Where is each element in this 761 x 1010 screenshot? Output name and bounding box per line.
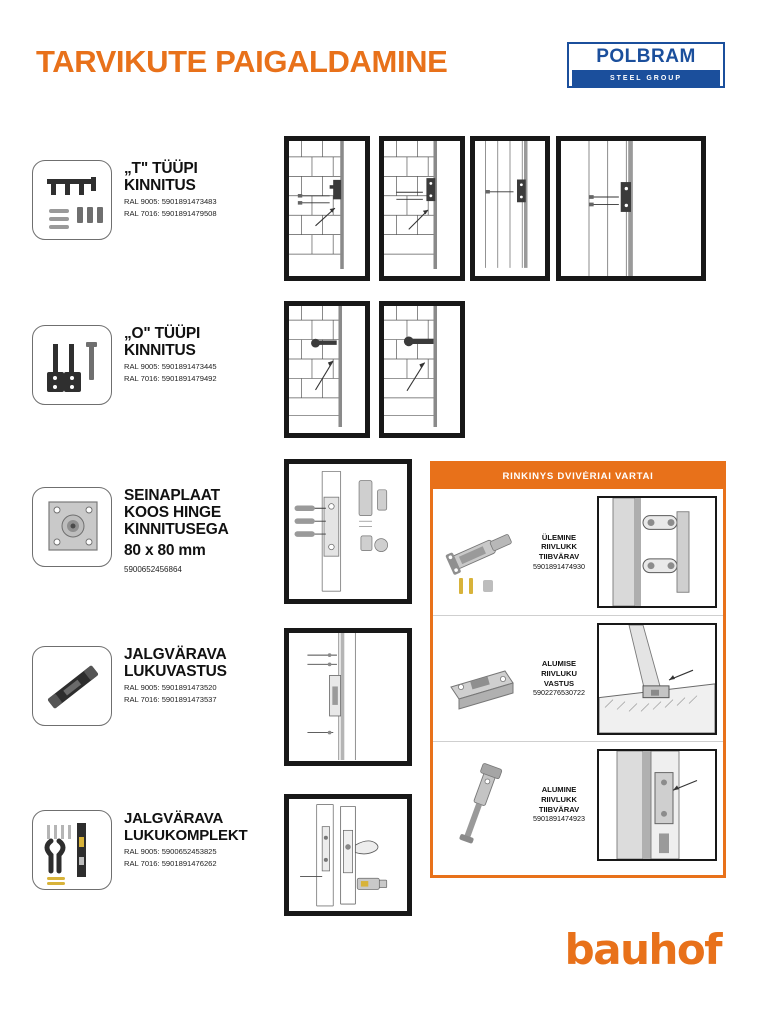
bauhof-logo: bauhof (564, 925, 721, 974)
strike-code-2: RAL 7016: 5901891473537 (124, 695, 217, 705)
bottom-strike-icon (439, 627, 525, 731)
drawing-panel-wallplate (284, 459, 412, 604)
o-type-code-1: RAL 9005: 5901891473445 (124, 362, 217, 371)
drawing-panel-o1 (284, 301, 370, 438)
t-type-code-2: RAL 7016: 5901891479508 (124, 209, 217, 219)
set-label-code: 5901891474930 (533, 561, 585, 571)
set-pic-top-bolt (597, 496, 717, 608)
t-type-name-line2: KINNITUS (124, 177, 196, 194)
o-type-name-line1: „O" TÜÜPI (124, 325, 201, 342)
set-label-code: 5902276530722 (533, 688, 585, 698)
set-row-bottom-strike (433, 615, 723, 741)
o-bracket-icon (32, 325, 112, 405)
strike-text (124, 646, 284, 705)
o-type-code-2: RAL 7016: 5901891479492 (124, 374, 217, 384)
set-pic-bottom-strike (597, 623, 717, 735)
drawing-panel-o2 (379, 301, 465, 438)
set-row-bottom-bolt (433, 741, 723, 867)
drawing-panel-t2 (379, 136, 465, 281)
strike-name-line1: JALGVÄRAVA (124, 646, 227, 663)
polbram-logo-subtitle: STEEL GROUP (572, 70, 720, 86)
t-type-code-1: RAL 9005: 5901891473483 (124, 197, 217, 206)
set-label-line1: ALUMINE (541, 785, 577, 795)
set-label-line3: TIIBVÄRAV (538, 552, 580, 561)
lockset-code-2: RAL 7016: 5901891476262 (124, 859, 217, 869)
strike-plate-icon (32, 646, 112, 726)
set-row-bottom-bolt-label (525, 785, 593, 823)
set-label-line1: ÜLEMINE (541, 532, 577, 542)
set-label-line2: RIIVLUKK (541, 794, 577, 804)
wall-plate-code-1: 5900652456864 (124, 565, 182, 574)
wall-plate-icon (32, 487, 112, 567)
drawing-panel-t3 (470, 136, 550, 281)
set-row-top-bolt-label (525, 533, 593, 571)
o-type-name-line2: KINNITUS (124, 342, 196, 359)
strike-code-1: RAL 9005: 5901891473520 (124, 683, 217, 692)
set-label-line2: RIIVLUKU (541, 668, 577, 678)
page-title: TARVIKUTE PAIGALDAMINE (36, 44, 448, 79)
set-box-title: RINKINYS DVIVĖRIAI VARTAI (433, 464, 723, 489)
double-gate-set-box (430, 461, 726, 878)
wall-plate-name-line4: 80 x 80 mm (124, 542, 206, 559)
set-label-code: 5901891474923 (533, 814, 585, 824)
wall-plate-name-line1: SEINAPLAAT (124, 487, 220, 504)
set-row-top-bolt (433, 489, 723, 615)
wall-plate-name-line2: KOOS HINGE (124, 504, 222, 521)
polbram-logo-wordmark: POLBRAM (596, 46, 696, 67)
top-bolt-lock-icon (439, 500, 525, 604)
lockset-code-1: RAL 9005: 5900652453825 (124, 847, 217, 856)
lock-set-icon (32, 810, 112, 890)
page-header (0, 0, 761, 110)
set-label-line3: TIIBVÄRAV (538, 804, 580, 814)
set-label-line1: ALUMISE (541, 659, 577, 669)
lockset-name-line2: LUKUKOMPLEKT (124, 827, 248, 844)
polbram-logo (567, 42, 725, 88)
lockset-text (124, 810, 284, 869)
bottom-bolt-lock-icon (439, 753, 525, 857)
strike-name-line2: LUKUVASTUS (124, 663, 227, 680)
drawing-panel-t4 (556, 136, 706, 281)
wall-plate-name-line3: KINNITUSEGA (124, 521, 229, 538)
set-pic-bottom-bolt (597, 749, 717, 861)
t-bracket-icon (32, 160, 112, 240)
t-type-name-line1: „T" TÜÜPI (124, 160, 198, 177)
drawing-panel-t1 (284, 136, 370, 281)
drawing-panel-lockset (284, 794, 412, 916)
wall-plate-text (124, 487, 284, 574)
set-row-bottom-strike-label (525, 659, 593, 697)
lockset-name-line1: JALGVÄRAVA (124, 810, 224, 827)
drawing-panel-strike (284, 628, 412, 766)
set-label-line2: RIIVLUKK (541, 542, 577, 552)
set-label-line3: VASTUS (543, 678, 575, 688)
o-type-text (124, 325, 284, 384)
t-type-text (124, 160, 284, 219)
